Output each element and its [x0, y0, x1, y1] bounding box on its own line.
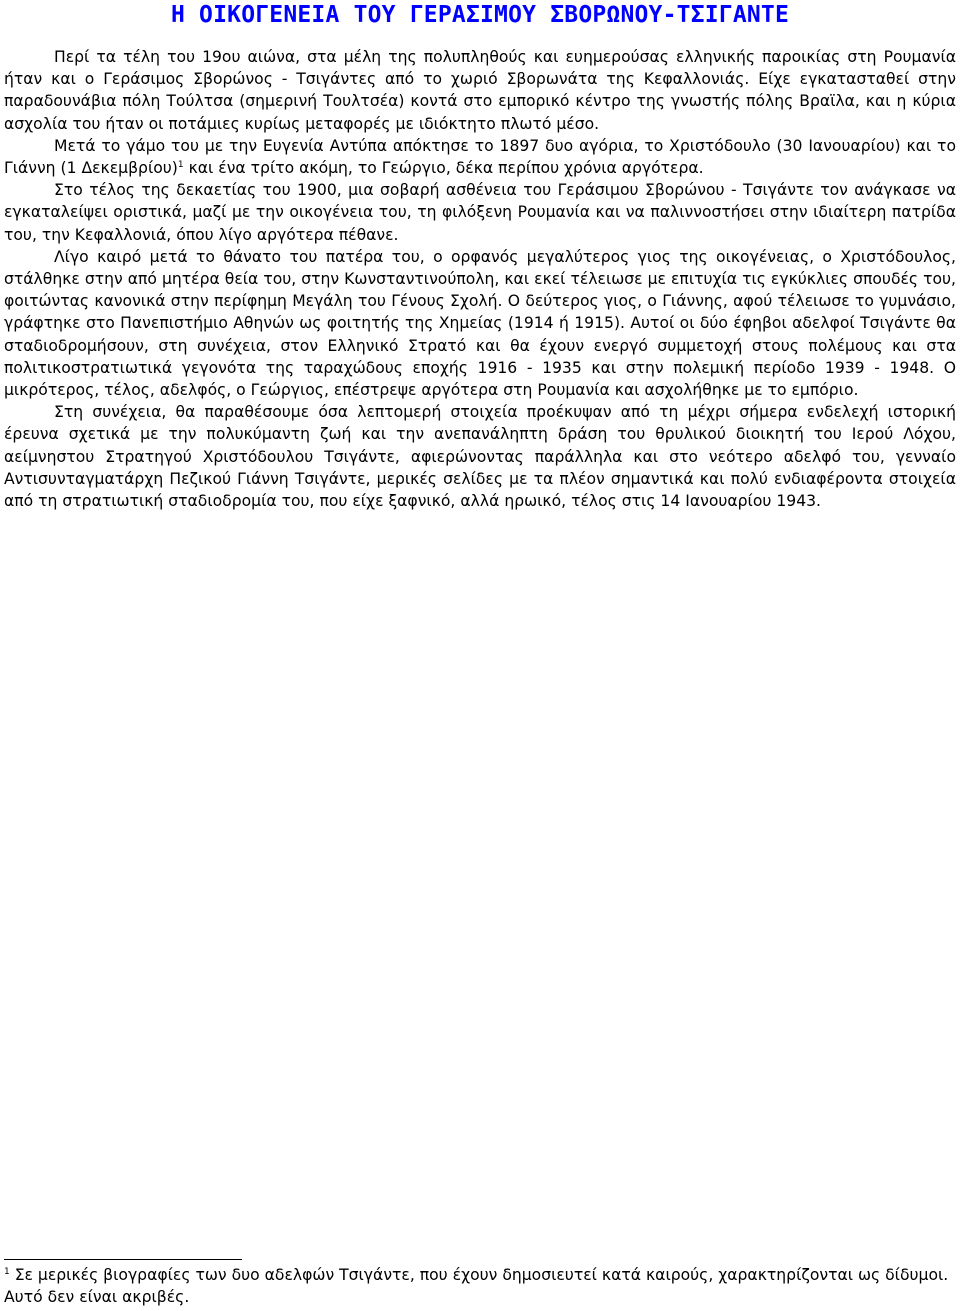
paragraph-3: Στο τέλος της δεκαετίας του 1900, μια σοβαρή ασθένεια του Γεράσιμου Σβορώνου - Τσιγάντε τον ανάγκασε να εγκαταλείψει οριστικά, μαζί με την οικογένεια του, τη φιλόξενη Ρουμανία και να παλιννοστήσει στην ιδιαίτερη πατρίδα του, την Κεφαλλονιά, όπου λίγο αργότερα πέθανε. — [4, 181, 956, 244]
footnote — [4, 1264, 956, 1308]
paragraph-2 — [4, 135, 956, 179]
footnote-separator — [4, 1259, 242, 1260]
paragraph-5: Στη συνέχεια, θα παραθέσουμε όσα λεπτομερή στοιχεία προέκυψαν από τη μέχρι σήμερα ενδελεχή ιστορική έρευνα σχετικά με την πολυκύμαντη ζωή και την ανεπανάληπτη δράση του θρυλικού διοικητή του Ιερού Λόχου, αείμνηστου Στρατηγού Χριστόδουλου Τσιγάντε, αφιερώνοντας παράλληλα και στο νεότερο αδελφό του, γενναίο Αντισυνταγματάρχη Πεζικού Γιάννη Τσιγάντε, μερικές σελίδες με τα πλέον σημαντικά και πολύ ενδιαφέροντα στοιχεία από τη στρατιωτική σταδιοδρομία του, που είχε ξαφνικό, αλλά ηρωικό, τέλος στις 14 Ιανουαρίου 1943. — [4, 403, 956, 511]
body-text — [4, 46, 956, 512]
paragraph-4: Λίγο καιρό μετά το θάνατο του πατέρα του, ο ορφανός μεγαλύτερος γιος της οικογένειας, ο Χριστόδουλος, στάλθηκε στην από μητέρα θεία του, στην Κωνσταντινούπολη, και εκεί τέλειωσε με επιτυχία τις εγκύκλιες σπουδές του, φοιτώντας κανονικά στην περίφημη Μεγάλη του Γένους Σχολή. Ο δεύτερος γιος, ο Γιάννης, αφού τέλειωσε το γυμνάσιο, γράφτηκε στο Πανεπιστήμιο Αθηνών ως φοιτητής της Χημείας (1914 ή 1915). Αυτοί οι δύο έφηβοι αδελφοί Τσιγάντε θα σταδιοδρομήσουν, στη συνέχεια, στον Ελληνικό Στρατό και θα έχουν ενεργό συμμετοχή στους πολέμους και στα πολιτικοστρατιωτικά γεγονότα της ταραχώδους εποχής 1916 - 1935 και στην πολεμική περίοδο 1939 - 1948. Ο μικρότερος, τέλος, αδελφός, ο Γεώργιος, επέστρεψε αργότερα στη Ρουμανία και ασχολήθηκε με το εμπόριο. — [4, 247, 956, 400]
footnote-text: Σε μερικές βιογραφίες των δυο αδελφών Τσιγάντε, που έχουν δημοσιευτεί κατά καιρούς, χαρακτηρίζονται ως δίδυμοι. Αυτό δεν είναι ακριβές. — [4, 1266, 949, 1306]
page-title: Η ΟΙΚΟΓΕΝΕΙΑ ΤΟΥ ΓΕΡΑΣΙΜΟΥ ΣΒΟΡΩΝΟΥ-ΤΣΙΓΑΝΤΕ — [170, 2, 790, 28]
footnote-reference[interactable]: 1 — [177, 159, 184, 170]
paragraph-1: Περί τα τέλη του 19ου αιώνα, στα μέλη της πολυπληθούς και ευημερούσας ελληνικής παροικίας στη Ρουμανία ήταν και ο Γεράσιμος Σβορώνος - Τσιγάντες από το χωριό Σβορωνάτα της Κεφαλλονιάς. Είχε εγκατασταθεί στην παραδουνάβια πόλη Τούλτσα (σημερινή Τουλτσέα) κοντά στο εμπορικό κέντρο της γνωστής πόλης Βραϊλα, και η κύρια ασχολία του ήταν οι ποτάμιες κυρίως μεταφορές με ιδιόκτητο πλωτό μέσο. — [4, 48, 956, 133]
footnote-marker: 1 — [4, 1266, 10, 1277]
paragraph-2-text: Μετά το γάμο του με την Ευγενία Αντύπα απόκτησε το 1897 δυο αγόρια, το Χριστόδουλο (30 Ιανουαρίου) και το Γιάννη (1 Δεκεμβρίου) — [4, 136, 956, 178]
paragraph-2-text-cont: και ένα τρίτο ακόμη, το Γεώργιο, δέκα περίπου χρόνια αργότερα. — [183, 159, 704, 178]
